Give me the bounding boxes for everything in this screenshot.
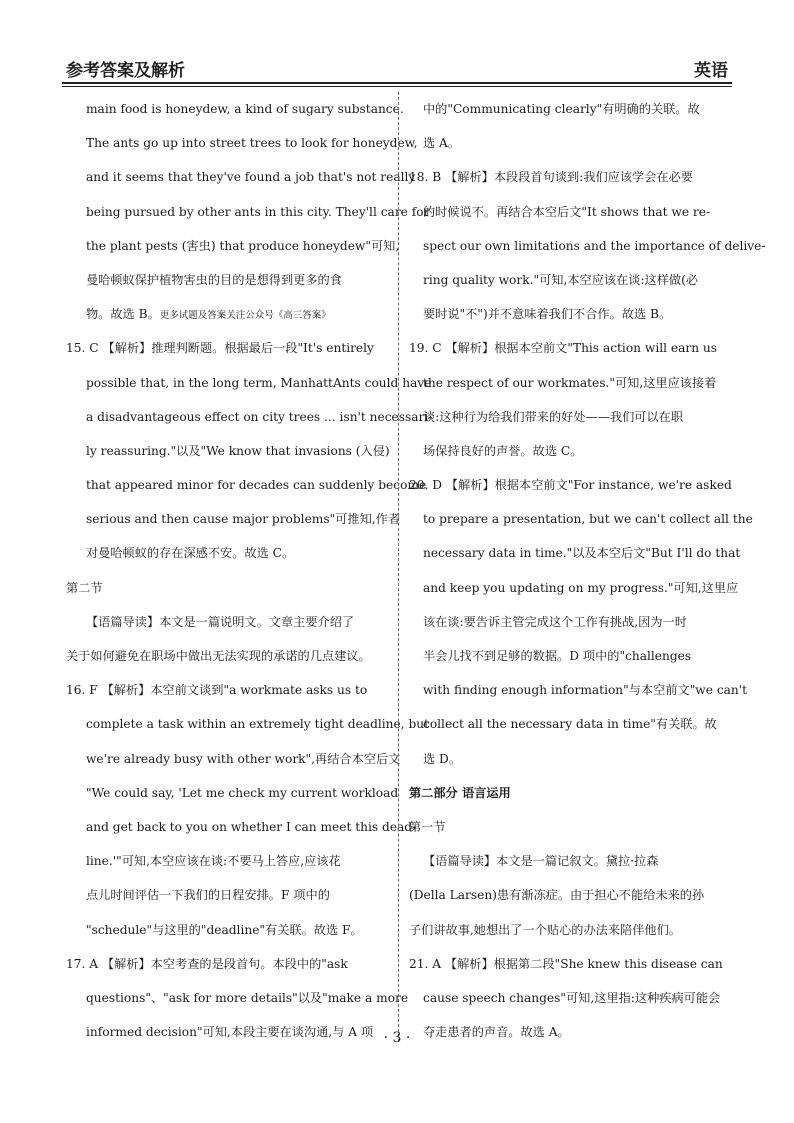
line-text: 20. D 【解析】根据本空前文"For instance, we're asked	[409, 478, 732, 493]
line-text: and keep you updating on my progress."可知,这里应	[423, 580, 739, 595]
page-number: · 3 ·	[383, 1030, 411, 1046]
text-line	[409, 536, 741, 570]
line-text: being pursued by other ants in this city. They'll care for	[86, 204, 430, 219]
line-text: the respect of our workmates."可知,这里应该接着	[423, 375, 717, 390]
line-text: 21. A 【解析】根据第二段"She knew this disease can	[409, 956, 723, 971]
line-text: 15. C 【解析】推理判断题。根据最后一段"It's entirely	[66, 341, 374, 356]
line-text: line.'"可知,本空应该在谈:不要马上答应,应该花	[86, 854, 341, 869]
line-text: 该在谈:要告诉主管完成这个工作有挑战,因为一时	[423, 614, 687, 629]
line-text: 第二节	[66, 580, 103, 595]
line-text: 场保持良好的声誉。故选 C。	[423, 443, 583, 458]
line-text: to prepare a presentation, but we can't collect all the	[423, 512, 753, 527]
text-line	[62, 297, 388, 331]
text-line	[62, 229, 400, 263]
line-text: complete a task within an extremely tight deadline, but	[86, 717, 430, 732]
text-line	[409, 913, 735, 947]
text-line	[62, 673, 388, 707]
line-text: 【语篇导读】本文是一篇说明文。文章主要介绍了	[86, 614, 355, 629]
text-line	[409, 878, 735, 912]
line-text: necessary data in time."以及本空后文"But I'll do that	[423, 546, 741, 561]
line-text: collect all the necessary data in time"有关联。故	[423, 717, 717, 732]
right-column	[409, 92, 766, 1049]
line-text: questions"、"ask for more details"以及"make a more	[86, 990, 409, 1005]
text-line	[409, 571, 739, 605]
text-line	[409, 844, 735, 878]
text-line	[62, 878, 388, 912]
line-text: main food is honeydew, a kind of sugary substance.	[86, 102, 404, 116]
text-line	[62, 92, 404, 126]
text-line	[62, 707, 430, 741]
line-text: 第二部分 语言运用	[409, 785, 511, 800]
text-line	[409, 366, 735, 400]
line-text: 选 D。	[423, 751, 462, 766]
header-subject: 英语	[694, 61, 728, 81]
text-line	[409, 331, 735, 365]
text-line	[409, 947, 735, 981]
text-line	[409, 776, 735, 810]
line-text: 点儿时间评估一下我们的日程安排。F 项中的	[86, 888, 330, 903]
line-text: The ants go up into street trees to look for honeydew,	[86, 136, 418, 151]
text-line	[409, 810, 735, 844]
text-line	[62, 434, 388, 468]
text-line	[409, 126, 735, 160]
line-text: and it seems that they've found a job that's not really	[86, 170, 416, 185]
text-line	[62, 981, 409, 1015]
line-text: 【语篇导读】本文是一篇记叙文。黛拉·拉森	[423, 854, 659, 869]
line-text: 曼哈顿蚁保护植物害虫的目的是想得到更多的食	[86, 272, 342, 287]
line-text: a disadvantageous effect on city trees ... isn't necessari-	[86, 409, 433, 424]
line-text: 关于如何避免在职场中做出无法实现的承诺的几点建议。	[66, 649, 371, 663]
line-text: that appeared minor for decades can suddenly become	[86, 478, 427, 493]
text-line	[62, 913, 388, 947]
text-line	[409, 160, 735, 194]
line-text: 的时候说不。再结合本空后文"It shows that we re-	[423, 204, 711, 219]
line-text: 18. B 【解析】本段段首句谈到:我们应该学会在必要	[409, 170, 693, 185]
column-divider	[398, 92, 399, 1042]
text-line	[62, 400, 433, 434]
text-line	[62, 126, 418, 160]
line-text: informed decision"可知,本段主要在谈沟通,与 A 项	[86, 1025, 374, 1040]
line-text: "We could say, 'Let me check my current workload	[86, 785, 399, 800]
line-text: serious and then cause major problems"可推知,作者	[86, 512, 401, 527]
line-text: 17. A 【解析】本空考查的是段首句。本段中的"ask	[66, 956, 348, 971]
line-text: 19. C 【解析】根据本空前文"This action will earn us	[409, 341, 718, 356]
header-title: 参考答案及解析	[66, 61, 185, 81]
text-line	[409, 195, 735, 229]
line-text: 夺走患者的声音。故选 A。	[423, 1025, 570, 1040]
text-line	[409, 981, 735, 1015]
text-line	[409, 707, 735, 741]
text-line	[409, 297, 735, 331]
text-line	[409, 400, 735, 434]
text-line	[62, 195, 430, 229]
text-line	[409, 434, 735, 468]
line-text: and get back to you on whether I can meet this dead-	[86, 819, 417, 834]
line-text: the plant pests (害虫) that produce honeydew"可知,	[86, 238, 400, 253]
text-line	[62, 844, 388, 878]
text-line	[62, 263, 388, 297]
text-line	[62, 605, 388, 639]
line-text: 要时说"不")并不意味着我们不合作。故选 B。	[423, 307, 672, 322]
text-line	[409, 742, 735, 776]
text-line	[409, 263, 735, 297]
text-line	[62, 776, 399, 810]
header-rule-thin	[62, 86, 732, 87]
text-line	[62, 160, 416, 194]
watermark-note: 更多试题及答案关注公众号《高三答案》	[159, 310, 331, 322]
line-text: spect our own limitations and the importance of delive-	[423, 238, 766, 253]
text-line	[409, 639, 735, 673]
header-rule	[62, 82, 732, 84]
text-line	[409, 468, 735, 502]
text-line	[409, 673, 748, 707]
line-text: cause speech changes"可知,这里指:这种疾病可能会	[423, 990, 721, 1005]
text-line	[62, 366, 432, 400]
line-text: (Della Larsen)患有渐冻症。由于担心不能给未来的孙	[409, 888, 705, 903]
line-text: 谈:这种行为给我们带来的好处——我们可以在职	[423, 409, 684, 424]
line-text: 16. F 【解析】本空前文谈到"a workmate asks us to	[66, 683, 368, 698]
line-text: 半会儿找不到足够的数据。D 项中的"challenges	[423, 649, 692, 663]
line-text: 对曼哈顿蚁的存在深感不安。故选 C。	[86, 546, 295, 561]
text-line	[62, 502, 401, 536]
text-line	[62, 639, 388, 673]
text-line	[62, 571, 388, 605]
text-line	[62, 742, 401, 776]
text-line	[409, 605, 735, 639]
text-line	[62, 947, 388, 981]
line-text: 第一节	[409, 819, 446, 834]
text-line	[62, 468, 427, 502]
text-line	[62, 536, 388, 570]
page-header	[62, 52, 732, 82]
line-text: with finding enough information"与本空前文"we can't	[423, 683, 748, 698]
line-text: ring quality work."可知,本空应该在谈:这样做(必	[423, 272, 699, 287]
line-text: possible that, in the long term, ManhattAnts could have	[86, 375, 432, 390]
line-text: ly reassuring."以及"We know that invasions (入侵)	[86, 443, 390, 458]
line-text: "schedule"与这里的"deadline"有关联。故选 F。	[86, 922, 363, 937]
text-line	[62, 331, 388, 365]
line-text: 中的"Communicating clearly"有明确的关联。故	[423, 102, 700, 116]
text-line	[62, 810, 417, 844]
line-text: 物。故选 B。	[86, 307, 160, 322]
text-line	[409, 229, 766, 263]
line-text: we're already busy with other work",再结合本空后文	[86, 751, 401, 766]
line-text: 选 A。	[423, 136, 461, 151]
text-line	[409, 92, 735, 126]
line-text: 子们讲故事,她想出了一个贴心的办法来陪伴他们。	[409, 922, 681, 937]
text-line	[409, 502, 753, 536]
